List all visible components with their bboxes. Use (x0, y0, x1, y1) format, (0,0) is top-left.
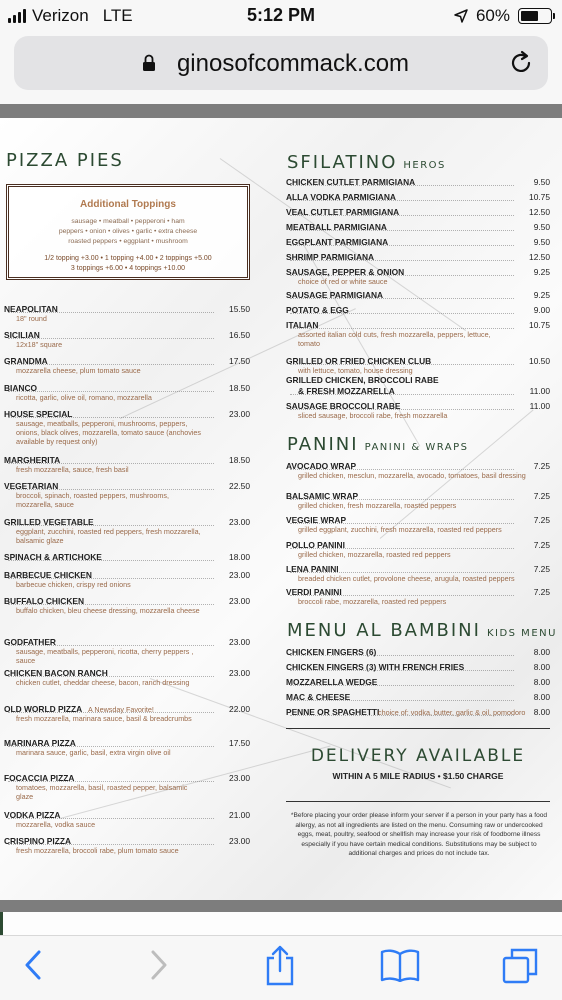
sfilatino-item-price: 10.75 (529, 192, 550, 202)
pizza-item-desc: mozzarella cheese, plum tomato sauce (16, 366, 141, 375)
sfilatino-item-name: EGGPLANT PARMIGIANA (286, 237, 389, 247)
network-label: LTE (102, 6, 133, 25)
sfilatino-item-price: 11.00 (529, 386, 550, 396)
pizza-item-desc: 18" round (16, 314, 47, 323)
bambini-item-price: 8.00 (533, 662, 550, 672)
pizza-item-name: BARBECUE CHICKEN (4, 570, 92, 580)
bambini-item-name: PENNE OR SPAGHETTI (286, 707, 380, 717)
panini-item-leader (290, 469, 514, 470)
pizza-item-name: BIANCO (4, 383, 38, 393)
toppings-line-3: roasted peppers • eggplant • mushroom (68, 238, 188, 245)
toppings-price-1: 1/2 topping +3.00 • 1 topping +4.00 • 2 toppings +5.00 (44, 255, 212, 262)
pizza-item-name: CHICKEN BACON RANCH (4, 668, 108, 678)
share-icon[interactable] (264, 944, 296, 986)
pizza-item-leader (8, 818, 214, 819)
location-arrow-icon (454, 9, 468, 23)
sfilatino-item-name: SAUSAGE BROCCOLI RABE (286, 401, 401, 411)
sfilatino-item-name: SHRIMP PARMIGIANA (286, 252, 375, 262)
sfilatino-item-price: 12.50 (529, 252, 550, 262)
sfilatino-item-leader (290, 200, 514, 201)
sfilatino-item-price: 9.50 (533, 222, 550, 232)
pizza-item-leader (8, 560, 214, 561)
pizza-item-name: CRISPINO PIZZA (4, 836, 72, 846)
sfilatino-heading (287, 152, 446, 173)
panini-item-name: VEGGIE WRAP (286, 515, 347, 525)
bambini-subtitle: KIDS MENU (486, 628, 557, 639)
pizza-item-price: 21.00 (229, 810, 250, 820)
pizza-item-price: 23.00 (229, 409, 250, 419)
pizza-item-leader (8, 364, 214, 365)
pizza-item-price: 23.00 (229, 596, 250, 606)
battery-icon (518, 8, 552, 24)
bookmarks-icon[interactable] (380, 948, 420, 982)
pizza-item-leader (8, 417, 214, 418)
pizza-item-leader (8, 676, 214, 677)
reload-icon[interactable] (508, 50, 534, 76)
bambini-item-name: CHICKEN FINGERS (6) (286, 647, 377, 657)
sfilatino-item-desc: choice of red or white sauce (298, 277, 388, 286)
sfilatino-item-desc: with lettuce, tomato, house dressing (298, 366, 413, 375)
bambini-item-price: 8.00 (533, 647, 550, 657)
sfilatino-item-leader (290, 230, 514, 231)
bambini-item-leader (290, 685, 514, 686)
pizza-item-name: GRILLED VEGETABLE (4, 517, 94, 527)
menu-image (0, 118, 562, 900)
sfilatino-item-price: 12.50 (529, 207, 550, 217)
pizza-item-price: 23.00 (229, 836, 250, 846)
pizza-item-price: 23.00 (229, 668, 250, 678)
sfilatino-item-leader (290, 275, 514, 276)
pizza-item-desc: broccoli, spinach, roasted peppers, mushrooms, mozzarella, sauce (16, 491, 170, 509)
delivery-title: DELIVERY AVAILABLE (310, 746, 526, 766)
sfilatino-item-desc: assorted italian cold cuts, fresh mozzarella, peppers, lettuce, tomato (298, 330, 491, 348)
toppings-title: Additional Toppings (80, 199, 176, 210)
pizza-item-price: 16.50 (229, 330, 250, 340)
pizza-item-name: SICILIAN (4, 330, 40, 340)
sfilatino-item-leader (290, 215, 514, 216)
panini-item-name: LENA PANINI (286, 564, 339, 574)
pizza-item-desc: sausage, meatballs, pepperoni, ricotta, cherry peppers , sauce (16, 647, 194, 665)
panini-item-leader (290, 548, 514, 549)
sfilatino-item-name: POTATO & EGG (286, 305, 349, 315)
sfilatino-subtitle: HEROS (403, 160, 446, 171)
sfilatino-item-leader (290, 409, 514, 410)
pizza-item-leader (8, 525, 214, 526)
pizza-item-desc: tomatoes, mozzarella, basil, roasted pepper, balsamic glaze (16, 783, 188, 801)
pizza-item-name: BUFFALO CHICKEN (4, 596, 85, 606)
pizza-item-desc: sausage, meatballs, pepperoni, mushrooms, peppers, onions, black olives, mozzarella, tomato sauce (anchovies available by request only) (16, 419, 201, 446)
url-text[interactable]: ginosofcommack.com (176, 50, 410, 77)
sfilatino-item-leader (290, 260, 514, 261)
bambini-item-leader (290, 670, 514, 671)
pizza-item-name: GRANDMA (4, 356, 48, 366)
pizza-item-desc: fresh mozzarella, sauce, fresh basil (16, 465, 129, 474)
back-icon[interactable] (22, 948, 44, 982)
sfilatino-heading-text: SFILATINO (287, 152, 398, 173)
bambini-item-name: CHICKEN FINGERS (3) WITH FRENCH FRIES (286, 662, 465, 672)
pizza-item-desc: barbecue chicken, crispy red onions (16, 580, 131, 589)
pizza-item-price: 23.00 (229, 773, 250, 783)
pizza-item-price: 23.00 (229, 517, 250, 527)
pizza-item-name: FOCACCIA PIZZA (4, 773, 75, 783)
panini-item-name: BALSAMIC WRAP (286, 491, 359, 501)
bambini-item-leader (290, 715, 514, 716)
toppings-line-2: peppers • onion • olives • garlic • extra cheese (58, 228, 198, 235)
pizza-item-price: 22.00 (229, 704, 250, 714)
sfilatino-item-leader (290, 394, 514, 395)
panini-item-name: POLLO PANINI (286, 540, 345, 550)
allergy-disclaimer: *Before placing your order please inform your server if a person in your party has a food allergy, as not all ingredients are listed on the menu. Consuming raw or undercooked eggs, meat, poultry, seafood or shellfish may increase your risk of foodborne illness especially if you have certain medical conditions. Substitutions may be subject to additional charges and prices do not include tax. (290, 812, 548, 858)
pizza-item-desc: mozzarella, vodka sauce (16, 820, 96, 829)
carrier-label: Verizon (32, 6, 89, 25)
status-bar (0, 0, 562, 32)
bambini-item-name: MOZZARELLA WEDGE (286, 677, 378, 687)
sfilatino-item-price: 9.50 (533, 177, 550, 187)
panini-item-name: VERDI PANINI (286, 587, 342, 597)
pizza-item-leader (8, 391, 214, 392)
sfilatino-item-price: 11.00 (529, 401, 550, 411)
pizza-item-price: 18.50 (229, 455, 250, 465)
pizza-heading (6, 150, 124, 171)
pizza-item-leader (8, 578, 214, 579)
pizza-item-price: 17.50 (229, 356, 250, 366)
bambini-item-price: 8.00 (533, 707, 550, 717)
sfilatino-item-price: 10.50 (529, 356, 550, 366)
pizza-item-price: 23.00 (229, 637, 250, 647)
sfilatino-item-name: GRILLED OR FRIED CHICKEN CLUB (286, 356, 432, 366)
status-time: 5:12 PM (246, 5, 316, 25)
sfilatino-item-name: SAUSAGE, PEPPER & ONION (286, 267, 405, 277)
bambini-item-name: MAC & CHEESE (286, 692, 351, 702)
bambini-item-price: 8.00 (533, 677, 550, 687)
bambini-heading (287, 620, 557, 641)
pizza-item-name: MARINARA PIZZA (4, 738, 76, 748)
sfilatino-item-name-line2: & FRESH MOZZARELLA (298, 386, 395, 396)
status-right (454, 6, 552, 26)
sfilatino-item-leader (290, 298, 514, 299)
toppings-price-2: 3 toppings +6.00 • 4 toppings +10.00 (70, 265, 186, 272)
address-bar[interactable] (14, 36, 548, 90)
sfilatino-item-leader (290, 313, 514, 314)
panini-item-desc: broccoli rabe, mozzarella, roasted red peppers (298, 597, 447, 606)
pizza-heading-text: PIZZA PIES (6, 150, 124, 171)
panini-item-price: 7.25 (533, 540, 550, 550)
pizza-item-leader (8, 746, 214, 747)
pizza-item-leader (8, 645, 214, 646)
delivery-top-rule (286, 728, 550, 729)
pizza-item-name: NEAPOLITAN (4, 304, 58, 314)
pizza-item-price: 17.50 (229, 738, 250, 748)
bambini-item-price: 8.00 (533, 692, 550, 702)
panini-item-price: 7.25 (533, 564, 550, 574)
pizza-item-leader (8, 781, 214, 782)
pizza-item-leader (8, 338, 214, 339)
pizza-item-desc: marinara sauce, garlic, basil, extra virgin olive oil (16, 748, 171, 757)
battery-percent: 60% (475, 6, 510, 25)
panini-item-leader (290, 523, 514, 524)
forward-icon[interactable] (148, 948, 170, 982)
sfilatino-item-price: 9.00 (533, 305, 550, 315)
delivery-bottom-rule (286, 801, 550, 802)
toppings-box (6, 184, 250, 280)
pizza-item-leader (8, 312, 214, 313)
pizza-item-leader (8, 844, 214, 845)
sfilatino-item-price: 9.25 (533, 267, 550, 277)
safari-toolbar (0, 935, 562, 1000)
pizza-item-price: 22.50 (229, 481, 250, 491)
sfilatino-item-name: CHICKEN CUTLET PARMIGIANA (286, 177, 416, 187)
sfilatino-item-name: SAUSAGE PARMIGIANA (286, 290, 384, 300)
toppings-line-1: sausage • meatball • pepperoni • ham (71, 218, 185, 225)
panini-item-desc: grilled eggplant, zucchini, fresh mozzarella, roasted red peppers (298, 525, 502, 534)
panini-item-leader (290, 499, 514, 500)
pizza-item-desc: ricotta, garlic, olive oil, romano, mozzarella (16, 393, 152, 402)
bambini-item-note: choice of: vodka, butter, garlic & oil, pomodoro (378, 708, 526, 717)
panini-item-price: 7.25 (533, 587, 550, 597)
pizza-item-leader (8, 604, 214, 605)
panini-item-price: 7.25 (533, 491, 550, 501)
sfilatino-item-name: ITALIAN (286, 320, 319, 330)
panini-item-desc: grilled chicken, mozzarella, roasted red peppers (298, 550, 451, 559)
pizza-item-leader (8, 712, 214, 713)
bambini-heading-text: MENU AL BAMBINI (287, 620, 481, 641)
panini-item-desc: breaded chicken cutlet, provolone cheese, arugula, roasted peppers (298, 574, 515, 583)
battery-fill (521, 11, 538, 21)
pizza-item-name: HOUSE SPECIAL (4, 409, 73, 419)
pizza-item-name: MARGHERITA (4, 455, 61, 465)
sfilatino-item-desc: sliced sausage, broccoli rabe, fresh mozzarella (298, 411, 448, 420)
pizza-item-desc: fresh mozzarella, marinara sauce, basil & breadcrumbs (16, 714, 192, 723)
pizza-item-desc: fresh mozzarella, broccoli rabe, plum tomato sauce (16, 846, 179, 855)
pizza-item-leader (8, 463, 214, 464)
pizza-item-desc: 12x18" square (16, 340, 63, 349)
panini-heading (287, 434, 468, 455)
bambini-item-leader (290, 655, 514, 656)
pizza-item-price: 18.00 (229, 552, 250, 562)
pizza-item-leader (8, 489, 214, 490)
panini-item-desc: grilled chicken, fresh mozzarella, roasted peppers (298, 501, 457, 510)
panini-subtitle: PANINI & WRAPS (364, 442, 469, 453)
pizza-item-name: OLD WORLD PIZZA (4, 704, 83, 714)
sfilatino-item-leader (290, 328, 514, 329)
sfilatino-item-price: 9.50 (533, 237, 550, 247)
panini-item-price: 7.25 (533, 515, 550, 525)
panini-item-desc: grilled chicken, mesclun, mozzarella, avocado, tomatoes, basil dressing (298, 471, 526, 480)
bambini-item-leader (290, 700, 514, 701)
pizza-item-price: 15.50 (229, 304, 250, 314)
panini-heading-text: PANINI (287, 434, 359, 455)
pizza-item-name: GODFATHER (4, 637, 56, 647)
sfilatino-item-leader (290, 185, 514, 186)
pizza-item-name: VODKA PIZZA (4, 810, 61, 820)
pizza-item-price: 18.50 (229, 383, 250, 393)
sfilatino-item-name: GRILLED CHICKEN, BROCCOLI RABE (286, 375, 439, 385)
sfilatino-item-price: 10.75 (529, 320, 550, 330)
pizza-item-name: VEGETARIAN (4, 481, 59, 491)
panini-item-name: AVOCADO WRAP (286, 461, 357, 471)
panini-item-leader (290, 595, 514, 596)
sfilatino-item-leader (290, 245, 514, 246)
pizza-item-desc: eggplant, zucchini, roasted red peppers, fresh mozzarella, balsamic glaze (16, 527, 201, 545)
sfilatino-item-leader (290, 364, 514, 365)
tabs-icon[interactable] (500, 946, 540, 986)
delivery-subtitle: WITHIN A 5 MILE RADIUS • $1.50 CHARGE (332, 771, 504, 781)
panini-item-price: 7.25 (533, 461, 550, 471)
pizza-item-note: A Newsday Favorite! (88, 705, 154, 714)
pizza-item-price: 23.00 (229, 570, 250, 580)
sfilatino-item-name: VEAL CUTLET PARMIGIANA (286, 207, 400, 217)
sfilatino-item-price: 9.25 (533, 290, 550, 300)
panini-item-leader (290, 572, 514, 573)
sfilatino-item-name: MEATBALL PARMIGIANA (286, 222, 387, 232)
pizza-item-desc: chicken cutlet, cheddar cheese, bacon, ranch dressing (16, 678, 190, 687)
pizza-item-desc: buffalo chicken, bleu cheese dressing, mozzarella cheese (16, 606, 200, 615)
pizza-item-name: SPINACH & ARTICHOKE (4, 552, 102, 562)
sfilatino-item-name: ALLA VODKA PARMIGIANA (286, 192, 396, 202)
